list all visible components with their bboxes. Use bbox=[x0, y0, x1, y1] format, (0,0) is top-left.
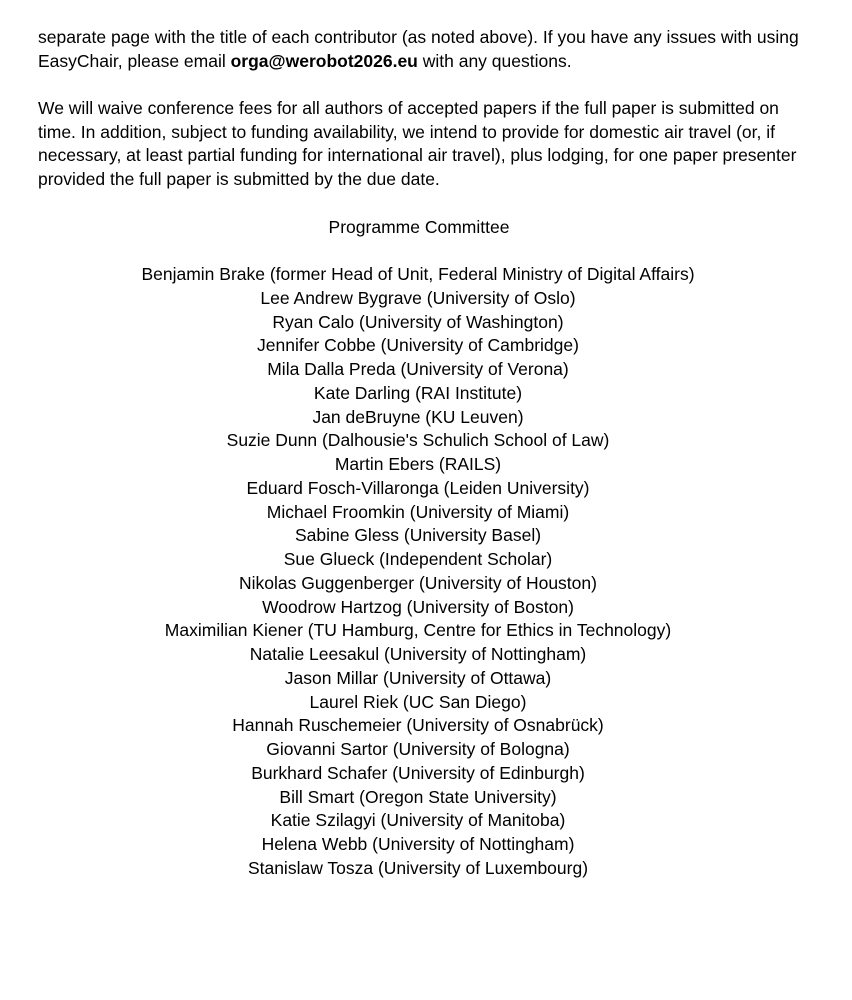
committee-member: Mila Dalla Preda (University of Verona) bbox=[267, 359, 569, 379]
committee-member: Woodrow Hartzog (University of Boston) bbox=[262, 596, 574, 617]
committee-list bbox=[0, 263, 836, 881]
funding-paragraph: We will waive conference fees for all authors of accepted papers if the full paper is submitted on time. In addition, subject to funding availability, we intend to provide for domestic air travel (or, if necessary, at least partial funding for international air travel), plus lodging, for one paper presenter provided the full paper is submitted by the due date. bbox=[38, 98, 797, 190]
committee-member: Suzie Dunn (Dalhousie's Schulich School of Law) bbox=[226, 430, 610, 451]
committee-member: Michael Froomkin (University of Miami) bbox=[266, 501, 570, 522]
committee-member: Stanislaw Tosza (University of Luxembourg) bbox=[247, 857, 589, 878]
committee-member: Ryan Calo (University of Washington) bbox=[272, 311, 564, 332]
committee-member: Eduard Fosch-Villaronga (Leiden University) bbox=[246, 477, 590, 498]
committee-member: Hannah Ruschemeier (University of Osnabrück) bbox=[232, 715, 604, 736]
committee-member: Bill Smart (Oregon State University) bbox=[279, 786, 557, 807]
committee-member: Lee Andrew Bygrave (University of Oslo) bbox=[260, 287, 576, 308]
committee-member: Benjamin Brake (former Head of Unit, Federal Ministry of Digital Affairs) bbox=[141, 264, 695, 284]
committee-member: Kate Darling (RAI Institute) bbox=[313, 382, 523, 403]
committee-member: Jason Millar (University of Ottawa) bbox=[284, 667, 552, 688]
easychair-paragraph bbox=[38, 26, 818, 73]
committee-member: Helena Webb (University of Nottingham) bbox=[261, 834, 575, 854]
committee-member: Sue Glueck (Independent Scholar) bbox=[283, 549, 553, 569]
committee-member: Sabine Gless (University Basel) bbox=[294, 525, 542, 546]
paragraph-text-before-email: separate page with the title of each contributor (as noted above). If you have any issues with using EasyChair, please email bbox=[38, 27, 799, 71]
committee-member: Natalie Leesakul (University of Nottingham) bbox=[249, 644, 587, 664]
contact-email: orga@werobot2026.eu bbox=[230, 50, 418, 71]
committee-member: Nikolas Guggenberger (University of Houston) bbox=[239, 572, 597, 593]
paragraph-text-after-email: with any questions. bbox=[417, 50, 572, 71]
committee-member: Laurel Riek (UC San Diego) bbox=[309, 691, 527, 712]
programme-committee-heading: Programme Committee bbox=[328, 217, 510, 237]
committee-member: Giovanni Sartor (University of Bologna) bbox=[266, 739, 570, 759]
committee-member: Jan deBruyne (KU Leuven) bbox=[312, 406, 524, 427]
committee-member: Martin Ebers (RAILS) bbox=[334, 454, 502, 474]
committee-member: Maximilian Kiener (TU Hamburg, Centre for Ethics in Technology) bbox=[164, 620, 672, 641]
committee-member: Jennifer Cobbe (University of Cambridge) bbox=[257, 335, 579, 356]
committee-member: Katie Szilagyi (University of Manitoba) bbox=[270, 810, 566, 831]
committee-member: Burkhard Schafer (University of Edinburgh) bbox=[251, 762, 585, 783]
